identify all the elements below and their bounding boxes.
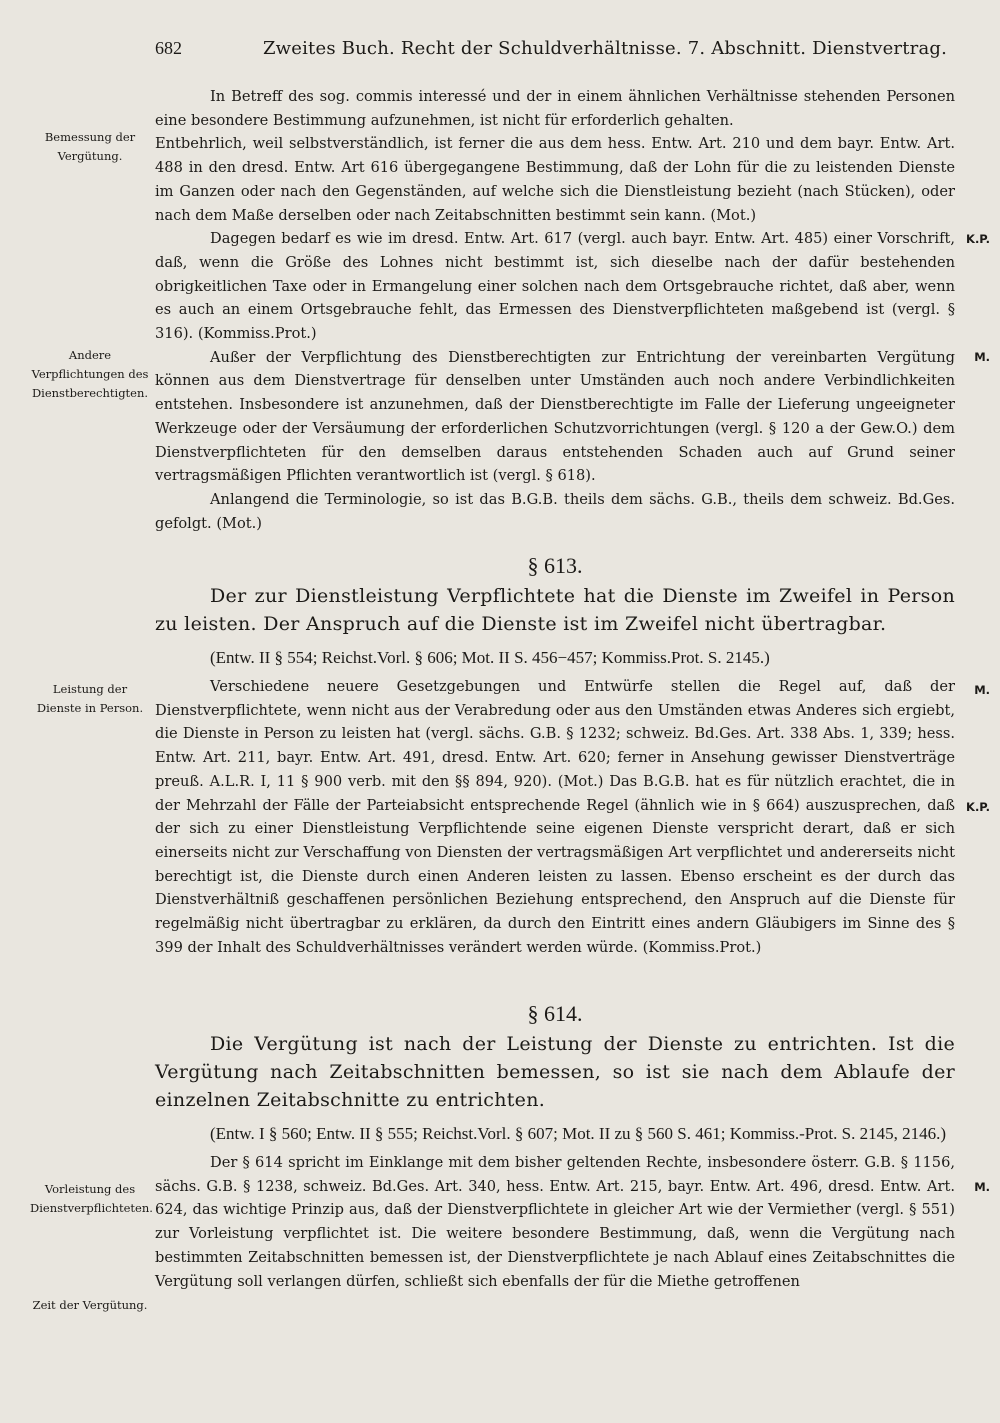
right-mark-m: M. [974,350,990,364]
right-mark-m: M. [974,1180,990,1194]
section-heading: § 614. [527,1001,583,1026]
paragraph: Verschiedene neuere Gesetzgebungen und Entwürfe stellen die Regel auf, daß der Dienstverpflichtete, wenn nicht aus der Verabredung oder aus den Umständen etwas Anderes sich ergiebt, die Dienste in Person zu leisten hat (vergl. sächs. G.B. § 1232; schweiz. Bd.Ges. Art. 338 Abs. 1, 339; hess. Entw. Art. 211, bayr. Entw. Art. 491, dresd. Entw. Art. 620; ferner in Ansehung gewisser Dienstverträge preuß. A.L.R. I, 11 § 900 verb. mit den §§ 894, 920). (Mot.) Das B.G.B. hat es für nützlich erachtet, die in der Mehrzahl der Fälle der Parteiabsicht entsprechende Regel (ähnlich wie in § 664) auszusprechen, daß der sich zu einer Dienstleistung Verpflichtende seine eigenen Dienste verspricht derart, daß er sich einerseits nicht zur Verschaffung von Diensten der vertragsmäßigen Art verpflichtet und andererseits nicht berechtigt ist, die Dienste durch einen Anderen leisten zu lassen. Ebenso erscheint es der durch das Dienstverhältniß geschaffenen persönlichen Beziehung entsprechend, den Anspruch auf die Dienste für regelmäßig nicht übertragbar zu erklären, da durch den Eintritt eines andern Gläubigers im Sinne des § 399 der Inhalt des Schuldverhältnisses verändert werden würde. (Kommiss.Prot.) [155,678,955,956]
right-mark-kp: K.P. [966,232,990,246]
paragraph: In Betreff des sog. commis interessé und der in einem ähnlichen Verhältnisse stehenden Personen eine besondere Bestimmung aufzunehmen, ist nicht für erforderlich gehalten. [155,88,955,129]
source-reference: (Entw. I § 560; Entw. II § 555; Reichst.Vorl. § 607; Mot. II zu § 560 S. 461; Kommiss.-Prot. S. 2145, 2146.) [210,1124,947,1143]
paragraph: Der § 614 spricht im Einklange mit dem bisher geltenden Rechte, insbesondere österr. G.B. § 1156, sächs. G.B. § 1238, schweiz. Bd.Ges. Art. 340, hess. Entw. Art. 215, bayr. Entw. Art. 496, dresd. Entw. Art. 624, das wichtige Prinzip aus, daß der Dienstverpflichtete in gleicher Art wie der Vermiether (vergl. § 551) zur Vorleistung verpflichtet ist. Die weitere besondere Bestimmung, daß, wenn die Vergütung nach bestimmten Zeitabschnitten bemessen ist, der Dienstverpflichtete je nach Ablauf eines Zeitabschnittes die Vergütung soll verlangen dürfen, schließt sich ebenfalls der für die Miethe getroffenen [155,1154,955,1290]
running-title: Zweites Buch. Recht der Schuldverhältnisse. 7. Abschnitt. Dienstvertrag. [262,38,948,59]
paragraph: Anlangend die Terminologie, so ist das B.G.B. theils dem sächs. G.B., theils dem schweiz. Bd.Ges. gefolgt. (Mot.) [155,490,955,532]
right-mark-m: M. [974,683,990,697]
paragraph: Außer der Verpflichtung des Dienstberechtigten zur Entrichtung der vereinbarten Vergütung können aus dem Dienstvertrage für denselben unter Umständen auch noch andere Verbindlichkeiten entstehen. Insbesondere ist anzunehmen, daß der Dienstberechtigte im Falle der Lieferung ungeeigneter Werkzeuge oder der Versäumung der erforderlichen Schutzvorrichtungen (vergl. § 120 a der Gew.O.) dem Dienstverpflichteten für den demselben daraus entstehenden Schaden auch auf Grund seiner vertragsmäßigen Pflichten verantwortlich ist (vergl. § 618). [155,348,955,485]
margin-note-andere-verpflichtungen: Andere Verpflichtungen des Dienstberechtigten. [31,348,149,400]
margin-note-leistung-in-person: Leistung der Dienste in Person. [36,682,144,715]
section-613 [155,552,955,959]
margin-note-bemessung: Bemessung der Vergütung. [44,130,136,163]
section-614 [155,1000,955,1293]
margin-note-zeit-der-verguetung: Zeit der Vergütung. [32,1298,148,1312]
paragraph: Entbehrlich, weil selbstverständlich, ist ferner die aus dem hess. Entw. Art. 210 und dem bayr. Entw. Art. 488 in den dresd. Entw. Art 616 übergegangene Bestimmung, daß der Lohn für die zu leistenden Dienste im Ganzen oder nach den Gegenständen, auf welche sich die Dienstleistung bezieht (nach Stücken), oder nach dem Maße derselben oder nach Zeitabschnitten bestimmt sein kann. (Mot.) [155,135,955,224]
section-text: Der zur Dienstleistung Verpflichtete hat die Dienste im Zweifel in Person zu leisten. Der Anspruch auf die Dienste ist im Zweifel nicht übertragbar. [155,585,955,635]
right-mark-kp: K.P. [966,800,990,814]
page-number: 682 [155,38,182,58]
margin-note-vorleistung: Vorleistung des Dienstverpflichteten. [30,1182,153,1215]
paragraph: Dagegen bedarf es wie im dresd. Entw. Art. 617 (vergl. auch bayr. Entw. Art. 485) einer Vorschrift, daß, wenn die Größe des Lohnes nicht bestimmt ist, sich dieselbe nach der dafür bestehenden obrigkeitlichen Taxe oder in Ermangelung einer solchen nach dem Ortsgebrauche richtet, daß aber, wenn es auch an einem Ortsgebrauche fehlt, das Ermessen des Dienstverpflichteten maßgebend ist (vergl. § 316). (Kommiss.Prot.) [155,230,955,343]
block-commentary-612 [155,85,955,535]
section-text: Die Vergütung ist nach der Leistung der Dienste zu entrichten. Ist die Vergütung nach Zeitabschnitten bemessen, so ist sie nach dem Ablaufe der einzelnen Zeitabschnitte zu entrichten. [155,1033,955,1111]
section-heading: § 613. [527,553,583,578]
source-reference: (Entw. II § 554; Reichst.Vorl. § 606; Mot. II S. 456−457; Kommiss.Prot. S. 2145.) [210,648,770,667]
